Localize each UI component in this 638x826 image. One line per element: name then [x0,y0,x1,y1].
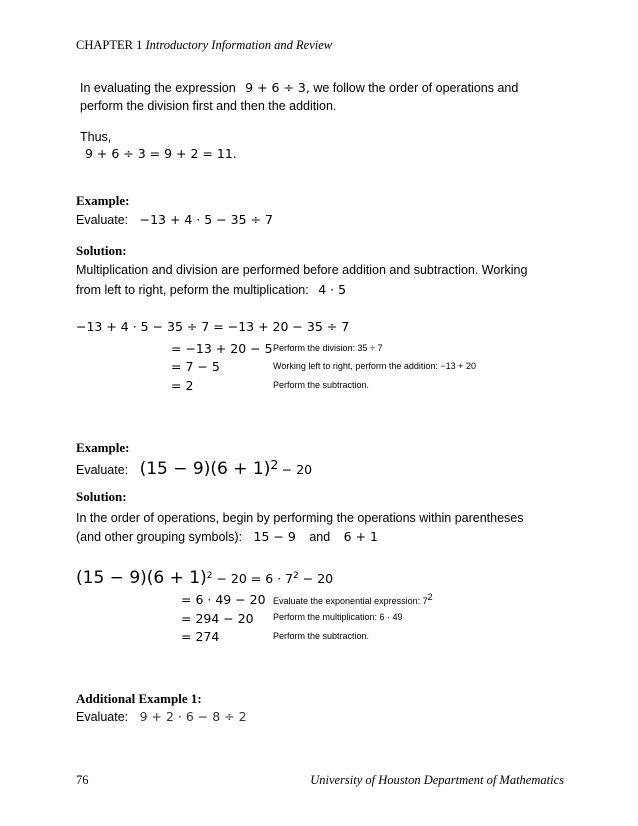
step-equation: = 2 [171,378,194,393]
additional-example-heading: Additional Example 1: [76,691,202,706]
step-note-text: Evaluate the exponential expression: 7 [273,596,428,606]
solution-line-2 [76,529,378,544]
solution-expression: 15 − 9 [253,529,296,544]
example-heading: Example: [76,193,130,208]
evaluate-label: Evaluate: [76,463,129,478]
page-header [76,38,332,53]
solution-text: (and other grouping symbols): [76,530,243,544]
step-note: Perform the subtraction. [273,631,370,641]
page-number: 76 [76,773,89,787]
solution-expression: 4 · 5 [318,282,347,297]
step-note: Perform the subtraction. [273,380,370,390]
solution-heading: Solution: [76,489,127,504]
footer-institution: University of Houston Department of Mathematics [310,773,564,787]
step-note: Perform the multiplication: 6 · 49 [273,612,403,622]
solution-and: and [309,530,331,544]
exponent: 2 [270,457,279,472]
solution-line-2 [76,282,346,297]
solution-line-1: Multiplication and division are performed before addition and subtraction. Working [76,263,528,277]
evaluate-line [76,212,273,227]
step-equation: = 6 · 49 − 20 [181,592,266,607]
evaluate-line [76,457,312,479]
solution-line-1: In the order of operations, begin by performing the operations within parentheses [76,511,524,525]
intro-line-2: perform the division first and then the addition. [80,99,337,113]
step-equation: −13 + 4 · 5 − 35 ÷ 7 = −13 + 20 − 35 ÷ 7 [76,319,350,334]
example-heading: Example: [76,440,130,455]
step-expression: − 20 = 6 · 7 [216,571,294,586]
step-note: Working left to right, perform the addition: −13 + 20 [273,361,476,371]
step-equation: = 294 − 20 [181,611,254,626]
step-equation [76,568,333,588]
exponent: 2 [293,570,299,581]
evaluate-expression: −13 + 4 · 5 − 35 ÷ 7 [139,212,273,227]
intro-text: In evaluating the expression [80,81,236,95]
exponent: 2 [427,592,433,602]
solution-expression: 6 + 1 [343,529,378,544]
intro-expression: 9 + 6 ÷ 3, [245,80,310,95]
intro-line-1 [80,80,518,95]
step-note: Perform the division: 35 ÷ 7 [273,343,383,353]
step-note [273,592,433,606]
evaluate-expression: (15 − 9)(6 + 1) [139,459,271,480]
solution-text: from left to right, peform the multiplication: [76,283,309,297]
intro-text-end: we follow the order of operations and [313,81,519,95]
evaluate-expression-tail: − 20 [281,462,313,478]
step-equation: = 274 [181,629,220,644]
chapter-title: Introductory Information and Review [145,38,333,52]
evaluate-label: Evaluate: [76,213,129,227]
step-expression: − 20 [302,571,334,586]
step-expression: (15 − 9)(6 + 1) [76,568,207,588]
solution-heading: Solution: [76,243,127,258]
evaluate-line [76,709,247,724]
chapter-label: CHAPTER 1 [76,38,143,52]
thus-equation: 9 + 6 ÷ 3 = 9 + 2 = 11. [85,146,237,161]
evaluate-label: Evaluate: [76,710,129,724]
exponent: 2 [206,570,213,581]
thus-label: Thus, [80,130,112,144]
step-equation: = −13 + 20 − 5 [171,341,273,356]
evaluate-expression: 9 + 2 · 6 − 8 ÷ 2 [139,709,247,724]
step-equation: = 7 − 5 [171,359,220,374]
